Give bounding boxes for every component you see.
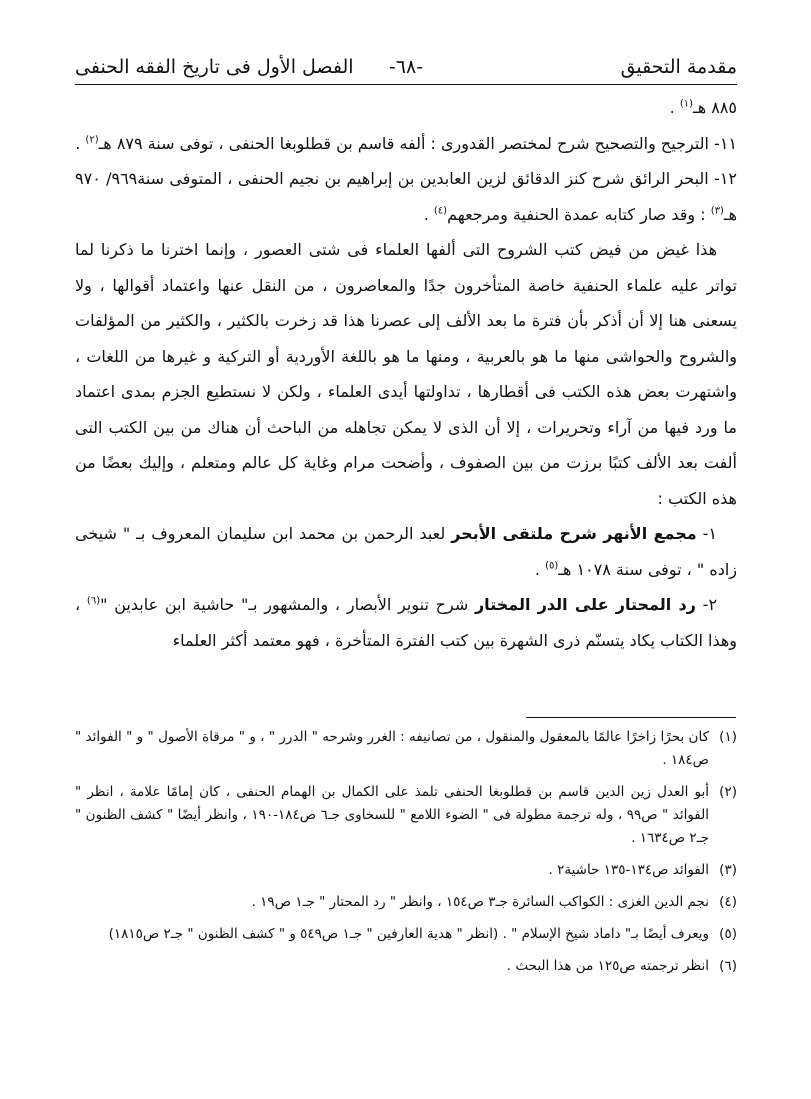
- page-number: -٦٨-: [388, 56, 424, 78]
- book-title: مقدمة التحقيق: [620, 56, 737, 78]
- continued-line: [75, 90, 737, 126]
- footnote-text: نجم الدين الغزى : الكواكب السائرة جـ٣ ص١٥٤ ، وانظر " رد المحتار " جـ١ ص١٩ .: [251, 894, 709, 910]
- footnote-2: [75, 781, 737, 850]
- footnote-3: [75, 859, 737, 882]
- list-item-2: [75, 587, 737, 658]
- item2-end: ، وهذا الكتاب يكاد يتسنّم ذرى الشهرة بين كتب الفترة المتأخرة ، فهو معتمد أكثر العلماء: [75, 595, 737, 650]
- footnote-1: [75, 726, 737, 772]
- item12-mid: : وقد صار كتابه عمدة الحنفية ومرجعهم: [447, 204, 711, 224]
- item1-num: ١-: [696, 524, 718, 543]
- footnote-number: (٣): [719, 862, 737, 878]
- footnote-text: ويعرف أيضًا بـ" داماد شيخ الإسلام " . (انظر " هدية العارفين " جـ١ ص٥٤٩ و " كشف الظنون " جـ٢ ص١٨١٥): [108, 926, 709, 942]
- footnote-separator: [526, 717, 736, 718]
- footnote-number: (٥): [719, 926, 737, 942]
- cont-end: .: [669, 98, 680, 117]
- footnote-number: (٤): [719, 894, 737, 910]
- item2-num: ٢-: [695, 595, 718, 614]
- footnote-number: (٢): [719, 784, 737, 800]
- chapter-title: الفصل الأول فى تاريخ الفقه الحنفى: [75, 56, 354, 78]
- header-rule: [75, 84, 737, 85]
- footnote-number: (١): [719, 729, 737, 745]
- footnote-text: أبو العدل زين الدين قاسم بن قطلوبغا الحنفى تلمذ على الكمال بن الهمام الحنفى ، كان إمامًا علامة ، انظر " الفوائد " ص٩٩ ، وله ترجمة مطولة فى " الضوء اللامع " للسخاوى جـ٦ ص١٨٤-١٩٠ ، وانظر أيضًا " كشف الظنون " جـ٢ ص١٦٣٤ .: [75, 784, 709, 846]
- item11-text: ١١- الترجيح والتصحيح شرح لمختصر القدورى : ألفه قاسم بن قطلوبغا الحنفى ، توفى سنة ٨٧٩ هـ: [98, 133, 737, 153]
- footnote-4: [75, 891, 737, 914]
- item11-end: .: [75, 133, 86, 153]
- footnote-text: انظر ترجمته ص١٢٥ من هذا البحث .: [506, 958, 709, 974]
- footnote-ref-5[interactable]: (٥): [545, 560, 559, 572]
- main-paragraph: هذا غيض من فيض كتب الشروح التى ألفها العلماء فى شتى العصور ، وإنما اخترنا ما ذكرنا لما تواتر عليه علماء الحنفية خاصة المتأخرون جدًا والمعاصرون ، من النقل عنها واعتماد أقوالها ، ولا يسعنى هنا إلا أن أذكر بأن فترة ما بعد الألف إلى عصرنا هذا قد زخرت بالكثير ، والكثير من المؤلفات والشروح والحواشى منها ما هو بالعربية ، ومنها ما هو باللغة الأوردية أو التركية و غيرها من اللغات ، واشتهرت بعض هذه الكتب فى أقطارها ، تداولتها أيدى العلماء ، ولكن لا نستطيع الجزم بمدى اعتماد ما ورد فيها من آراء وتحريرات ، إلا أن الذى لا يمكن تجاهله من الباحث أن هناك من بين الكتب التى ألفت بعد الألف كتبًا برزت من بين الصفوف ، وأضحت مرام وغاية كل عالم ومتعلم ، وإليك بعضًا من هذه الكتب :: [75, 240, 737, 508]
- footnote-ref-4[interactable]: (٤): [433, 205, 448, 217]
- footnote-ref-3[interactable]: (٣): [710, 205, 724, 217]
- footnote-text: كان بحرًا زاخرًا عالمًا بالمعقول والمنقول ، من تصانيفه : الغرر وشرحه " الدرر " ، و " مرقاة الأصول " و " الفوائد " ص١٨٤ .: [75, 729, 709, 768]
- footnotes: [75, 726, 737, 987]
- footnote-text: الفوائد ص١٣٤-١٣٥ حاشية٢ .: [548, 862, 709, 878]
- cont-text: ٨٨٥ هـ: [693, 98, 737, 117]
- main-text: [75, 90, 737, 658]
- item12-text: ١٢- البحر الرائق شرح كنز الدقائق لزين العابدين بن إبراهيم بن نجيم الحنفى ، المتوفى سنة٩٦٩/ ٩٧٠ هـ: [75, 169, 737, 224]
- footnote-6: [75, 955, 737, 978]
- footnote-ref-6[interactable]: (٦): [86, 595, 101, 607]
- item2-text: شرح تنوير الأبصار ، والمشهور بـ" حاشية ابن عابدين ": [100, 595, 475, 614]
- footnote-5: [75, 923, 737, 946]
- list-item-12: [75, 161, 737, 232]
- item12-end: .: [423, 204, 434, 224]
- item1-end: .: [534, 559, 546, 579]
- footnote-number: (٦): [719, 958, 737, 974]
- footnote-ref-2[interactable]: (٢): [85, 134, 99, 146]
- item2-book-title: رد المحتار على الدر المختار: [474, 595, 696, 614]
- footnote-ref-1[interactable]: (١): [679, 98, 693, 110]
- list-item-11: [75, 126, 737, 162]
- running-header: [75, 50, 737, 86]
- list-item-1: [75, 516, 737, 587]
- item1-text: لعبد الرحمن بن محمد ابن سليمان المعروف بـ " شيخى زاده " ، توفى سنة ١٠٧٨ هـ: [75, 524, 737, 579]
- item1-book-title: مجمع الأنهر شرح ملتقى الأبحر: [451, 524, 697, 543]
